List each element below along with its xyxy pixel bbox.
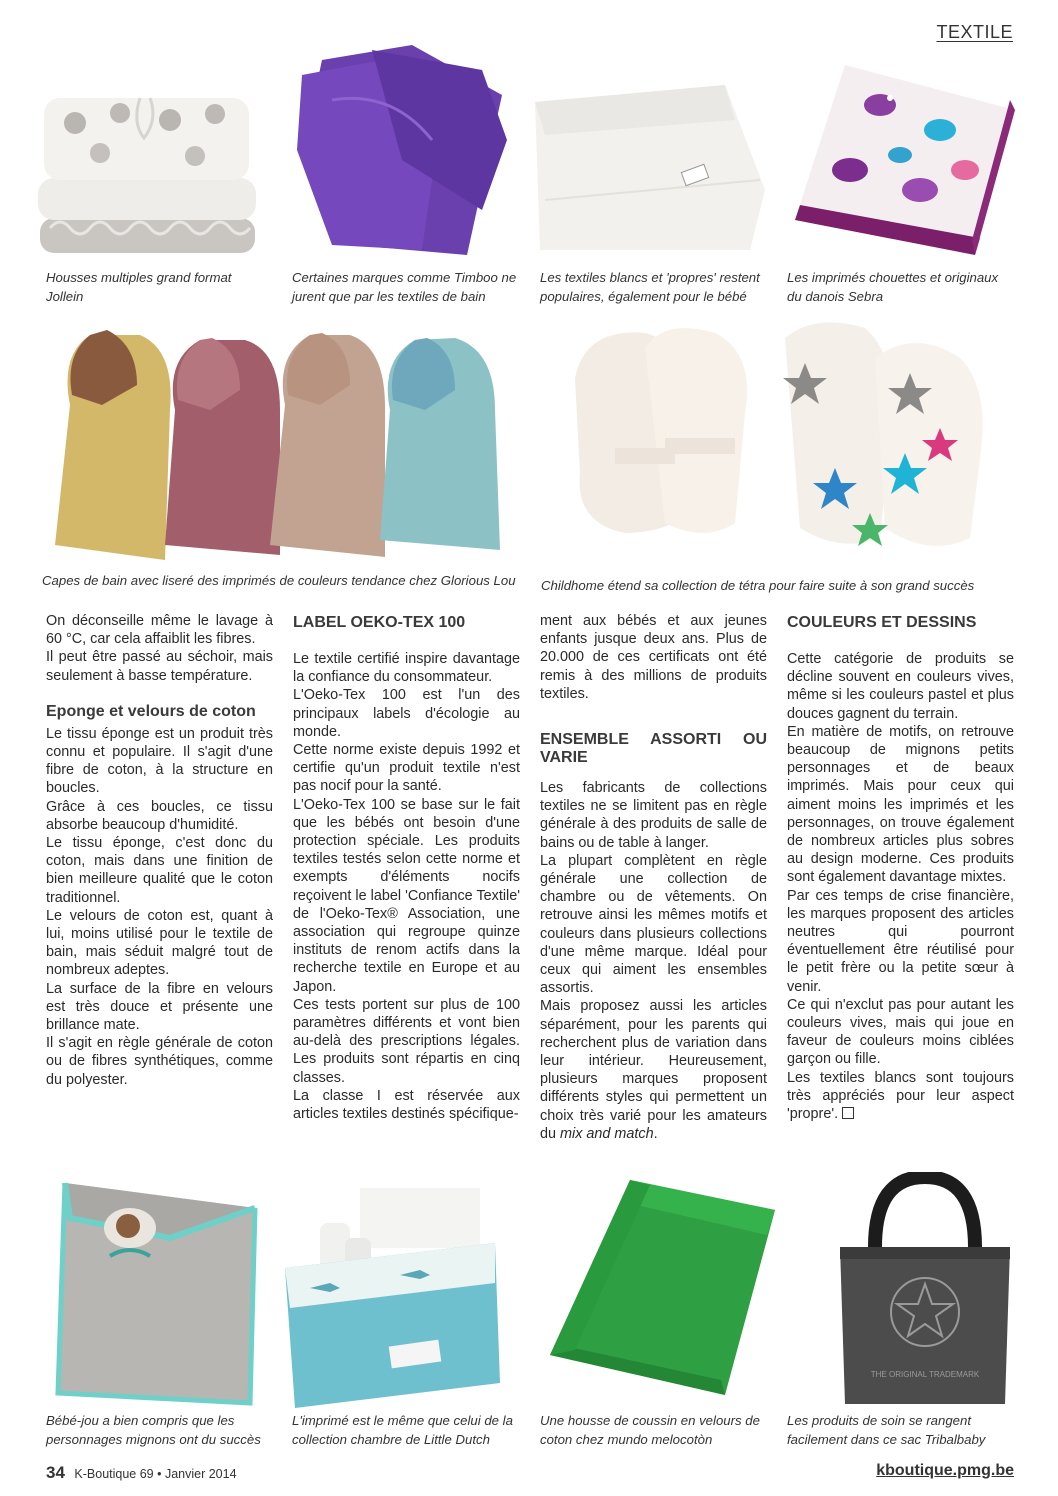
subheading: ENSEMBLE ASSORTI OU VARIE — [540, 731, 767, 767]
end-mark-icon — [842, 1107, 854, 1119]
caption-white-textiles: Les textiles blancs et 'propres' restent populaires, également pour le bébé — [540, 270, 760, 304]
subheading: LABEL OEKO-TEX 100 — [293, 614, 466, 631]
paragraph: Cette catégorie de produits se décline souvent en couleurs vives, même si les couleurs pastel et plus douces gagnent du terrain. — [787, 651, 1014, 722]
caption-jollein: Housses multiples grand format Jollein — [46, 270, 232, 304]
paragraph: Les fabricants de collections textiles ne se limitent pas en règle générale à des produits de salle de bains ou de table à langer. — [540, 780, 767, 851]
paragraph — [787, 1069, 1014, 1124]
paragraph: La surface de la fibre en velours est très douce et présente une brillance mate. — [46, 980, 273, 1034]
caption-little-dutch: L'imprimé est le même que celui de la collection chambre de Little Dutch — [292, 1413, 513, 1447]
page-number: 34 — [46, 1463, 65, 1482]
caption-bebe-jou: Bébé-jou a bien compris que les personnages mignons ont du succès — [46, 1413, 261, 1447]
paragraph: En matière de motifs, on retrouve beaucoup de mignons petits personnages et de beaux imprimés. Mais pour ceux qui aiment moins les imprimés et les personnages, on trouve également de nombreux articles plus sobres au design moderne. Ces produits sont également davantage mixtes. — [787, 723, 1014, 886]
paragraph: Le tissu éponge est un produit très connu et populaire. Il s'agit d'une fibre de coton, à la structure en boucles. — [46, 725, 273, 797]
paragraph — [540, 997, 767, 1143]
photo-star-mittens — [775, 318, 1015, 550]
photo-white-mittens — [555, 318, 775, 548]
italic-phrase: mix and match — [560, 1125, 654, 1142]
paragraph: Il peut être passé au séchoir, mais seulement à basse température. — [46, 649, 273, 684]
paragraph: Par ces temps de crise financière, les marques proposent des articles neutres qui pourront éventuellement être réutilisé pour le petit frère ou la petite sœur à venir. — [787, 887, 1014, 995]
caption-timboo: Certaines marques comme Timboo ne jurent que par les textiles de bain — [292, 270, 517, 304]
photo-bird-changing-pad — [790, 60, 1015, 255]
bag-stamp-text: THE ORIGINAL TRADEMARK — [870, 1370, 980, 1379]
paragraph: L'Oeko-Tex 100 se base sur le fait que les bébés ont besoin d'une protection spéciale. Les produits textiles testés selon cette norme et exempts d'éléments nocifs reçoivent le label 'Confiance Textile' de l'Oeko-Tex® Association, une association qui regroupe quinze instituts de renom actifs dans la recherche textile en Europe et au Japon. — [293, 796, 520, 995]
paragraph: Cette norme existe depuis 1992 et certifie qu'un produit textile n'est pas nocif pour la santé. — [293, 742, 520, 795]
caption-glorious-lou: Capes de bain avec liseré des imprimés de couleurs tendance chez Glorious Lou — [42, 573, 516, 588]
website-link[interactable]: kboutique.pmg.be — [876, 1462, 1014, 1479]
subheading: COULEURS ET DESSINS — [787, 614, 977, 631]
paragraph: La plupart complètent en règle générale une collection de chambre ou de vêtements. On retrouve ainsi les mêmes motifs et couleurs dans plusieurs collections d'une même marque. Idéal pour ceux qui aiment les ensembles assortis. — [540, 852, 767, 997]
article-column-1 — [46, 612, 273, 1089]
section-label: TEXTILE — [936, 22, 1013, 42]
paragraph: Grâce à ces boucles, ce tissu absorbe beaucoup d'humidité. — [46, 798, 273, 833]
subheading: Eponge et velours de coton — [46, 702, 256, 720]
paragraph-text: Les textiles blancs sont toujours très appréciés pour leur aspect 'propre'. — [787, 1069, 1014, 1123]
article-column-2 — [293, 612, 520, 1123]
photo-green-pad — [545, 1175, 780, 1400]
photo-felt-bag — [830, 1172, 1020, 1410]
photo-purple-washcloths — [292, 40, 517, 265]
article-column-3 — [540, 612, 767, 1143]
caption-mundo-melocoton: Une housse de coussin en velours de coton chez mundo melocotòn — [540, 1413, 760, 1447]
article-column-4 — [787, 612, 1014, 1123]
paragraph: On déconseille même le lavage à 60 °C, car cela affaiblit les fibres. — [46, 613, 273, 648]
caption-sebra: Les imprimés chouettes et originaux du danois Sebra — [787, 270, 999, 304]
paragraph: L'Oeko-Tex 100 est l'un des principaux labels d'écologie au monde. — [293, 687, 520, 740]
photo-hooded-towel — [50, 1178, 265, 1408]
photo-storage-basket — [280, 1183, 510, 1413]
paragraph: La classe I est réservée aux articles textiles destinés spécifique- — [293, 1087, 520, 1123]
paragraph: Le textile certifié inspire davantage la confiance du consommateur. — [293, 651, 520, 686]
issue-info: K-Boutique 69 • Janvier 2014 — [74, 1467, 237, 1481]
paragraph: Ces tests portent sur plus de 100 paramètres différents et vont bien au-delà des prescriptions légales. Les produits sont répartis en cinq classes. — [293, 996, 520, 1086]
paragraph: ment aux bébés et aux jeunes enfants jusque deux ans. Plus de 20.000 de ces certificats ont été remis à des millions de produits textiles. — [540, 613, 767, 702]
photo-muslin-blankets — [30, 78, 265, 258]
caption-childhome: Childhome étend sa collection de tétra pour faire suite à son grand succès — [541, 578, 975, 593]
photo-white-textile — [535, 80, 765, 255]
paragraph: Ce qui n'exclut pas pour autant les couleurs vives, mais qui joue en faveur de couleurs moins ciblées garçon ou fille. — [787, 996, 1014, 1068]
paragraph: Le tissu éponge, c'est donc du coton, mais dans une finition de bien meilleure qualité que le coton traditionnel. — [46, 835, 273, 906]
end-punctuation: . — [653, 1125, 658, 1142]
paragraph: Il s'agit en règle générale de coton ou de fibres synthétiques, comme du polyester. — [46, 1035, 273, 1088]
paragraph: Le velours de coton est, quant à lui, moins utilisé pour le textile de bain, mais séduit malgré tout de nombreux adeptes. — [46, 907, 273, 979]
caption-tribalbaby: Les produits de soin se rangent facilement dans ce sac Tribalbaby — [787, 1413, 986, 1447]
footer-info — [46, 1463, 237, 1483]
photo-bath-capes — [50, 325, 510, 560]
paragraph-text: Mais proposez aussi les articles séparément, pour les parents qui recherchent plus de variation dans leur intérieur. Heureusement, plusieurs marques proposent différents styles qui permettent un choix très varié pour les amateurs du — [540, 998, 767, 1142]
